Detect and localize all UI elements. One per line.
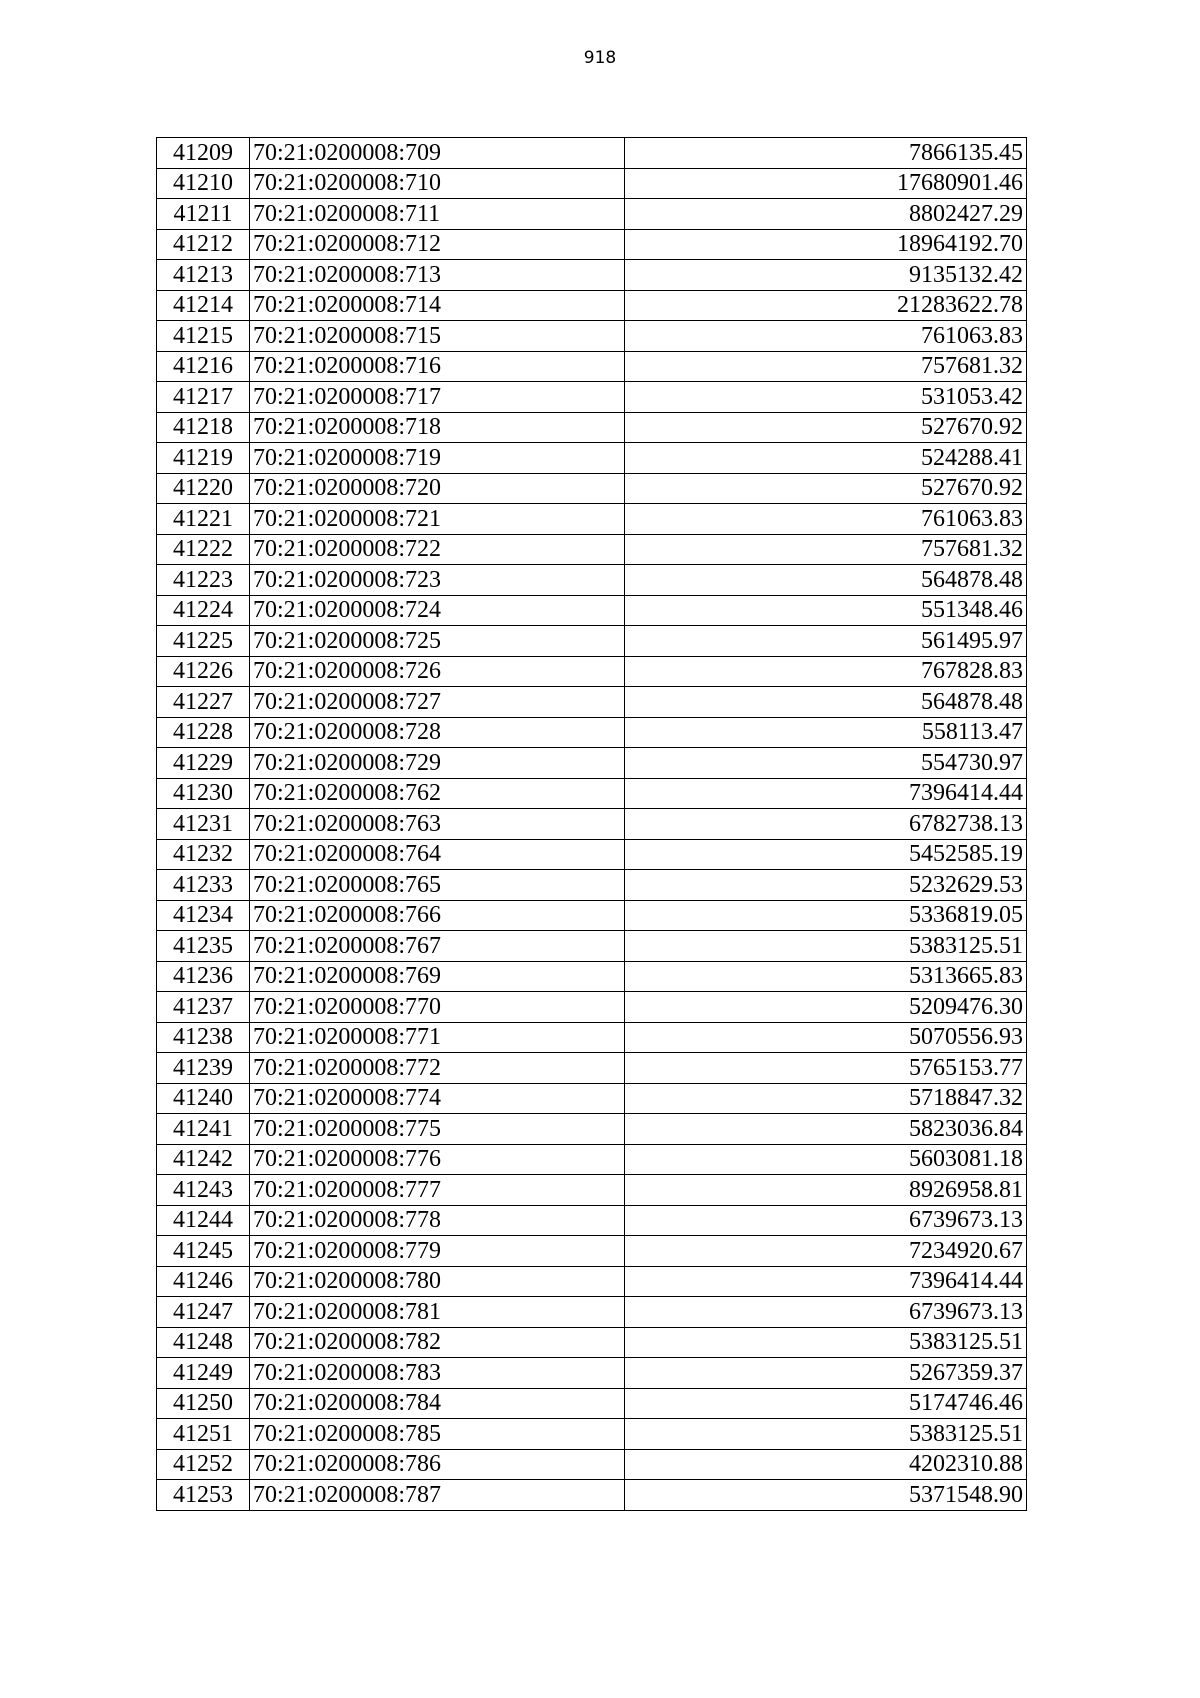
row-number-cell: 41246	[157, 1266, 250, 1297]
row-number-cell: 41213	[157, 260, 250, 291]
cadastral-number-cell: 70:21:0200008:787	[250, 1480, 625, 1511]
row-number-cell: 41244	[157, 1205, 250, 1236]
cadastral-number-cell: 70:21:0200008:712	[250, 229, 625, 260]
cadastral-value-cell: 524288.41	[625, 443, 1027, 474]
cadastral-number-cell: 70:21:0200008:728	[250, 717, 625, 748]
cadastral-value-cell: 5823036.84	[625, 1114, 1027, 1145]
row-number-cell: 41235	[157, 931, 250, 962]
cadastral-number-cell: 70:21:0200008:778	[250, 1205, 625, 1236]
row-number-cell: 41224	[157, 595, 250, 626]
table-row	[157, 1053, 1027, 1084]
cadastral-value-cell: 5383125.51	[625, 1419, 1027, 1450]
row-number-cell: 41231	[157, 809, 250, 840]
table-row	[157, 687, 1027, 718]
table-row	[157, 229, 1027, 260]
cadastral-number-cell: 70:21:0200008:716	[250, 351, 625, 382]
table-row	[157, 931, 1027, 962]
row-number-cell: 41253	[157, 1480, 250, 1511]
cadastral-value-cell: 5209476.30	[625, 992, 1027, 1023]
cadastral-value-cell: 767828.83	[625, 656, 1027, 687]
cadastral-value-cell: 5174746.46	[625, 1388, 1027, 1419]
cadastral-value-cell: 8802427.29	[625, 199, 1027, 230]
cadastral-value-cell: 8926958.81	[625, 1175, 1027, 1206]
cadastral-value-cell: 5718847.32	[625, 1083, 1027, 1114]
cadastral-number-cell: 70:21:0200008:726	[250, 656, 625, 687]
cadastral-number-cell: 70:21:0200008:727	[250, 687, 625, 718]
table-row	[157, 1327, 1027, 1358]
table-row	[157, 992, 1027, 1023]
cadastral-value-cell: 761063.83	[625, 504, 1027, 535]
cadastral-value-cell: 531053.42	[625, 382, 1027, 413]
row-number-cell: 41249	[157, 1358, 250, 1389]
cadastral-value-cell: 4202310.88	[625, 1449, 1027, 1480]
row-number-cell: 41250	[157, 1388, 250, 1419]
row-number-cell: 41225	[157, 626, 250, 657]
table-row	[157, 961, 1027, 992]
cadastral-number-cell: 70:21:0200008:710	[250, 168, 625, 199]
row-number-cell: 41223	[157, 565, 250, 596]
row-number-cell: 41240	[157, 1083, 250, 1114]
cadastral-value-cell: 5603081.18	[625, 1144, 1027, 1175]
cadastral-number-cell: 70:21:0200008:784	[250, 1388, 625, 1419]
cadastral-number-cell: 70:21:0200008:785	[250, 1419, 625, 1450]
cadastral-number-cell: 70:21:0200008:774	[250, 1083, 625, 1114]
table-row	[157, 748, 1027, 779]
table-row	[157, 565, 1027, 596]
cadastral-value-cell: 757681.32	[625, 534, 1027, 565]
table-row	[157, 443, 1027, 474]
table-row	[157, 534, 1027, 565]
table-row	[157, 412, 1027, 443]
table-row	[157, 717, 1027, 748]
cadastral-value-cell: 5765153.77	[625, 1053, 1027, 1084]
cadastral-value-cell: 5232629.53	[625, 870, 1027, 901]
row-number-cell: 41234	[157, 900, 250, 931]
cadastral-value-cell: 527670.92	[625, 473, 1027, 504]
cadastral-value-cell: 17680901.46	[625, 168, 1027, 199]
cadastral-number-cell: 70:21:0200008:781	[250, 1297, 625, 1328]
cadastral-number-cell: 70:21:0200008:719	[250, 443, 625, 474]
cadastral-value-cell: 564878.48	[625, 687, 1027, 718]
table-row	[157, 260, 1027, 291]
row-number-cell: 41228	[157, 717, 250, 748]
row-number-cell: 41237	[157, 992, 250, 1023]
page-number: 918	[583, 48, 617, 68]
cadastral-value-cell: 6782738.13	[625, 809, 1027, 840]
table-row	[157, 1205, 1027, 1236]
cadastral-number-cell: 70:21:0200008:772	[250, 1053, 625, 1084]
cadastral-value-cell: 5336819.05	[625, 900, 1027, 931]
table-row	[157, 1022, 1027, 1053]
row-number-cell: 41230	[157, 778, 250, 809]
cadastral-value-cell: 7234920.67	[625, 1236, 1027, 1267]
row-number-cell: 41212	[157, 229, 250, 260]
cadastral-number-cell: 70:21:0200008:714	[250, 290, 625, 321]
table-row	[157, 1175, 1027, 1206]
table-row	[157, 656, 1027, 687]
table-row	[157, 1144, 1027, 1175]
cadastral-number-cell: 70:21:0200008:776	[250, 1144, 625, 1175]
table-row	[157, 1236, 1027, 1267]
cadastral-number-cell: 70:21:0200008:775	[250, 1114, 625, 1145]
row-number-cell: 41226	[157, 656, 250, 687]
table-row	[157, 290, 1027, 321]
cadastral-number-cell: 70:21:0200008:724	[250, 595, 625, 626]
cadastral-value-table	[156, 137, 1027, 1511]
cadastral-number-cell: 70:21:0200008:729	[250, 748, 625, 779]
table-row	[157, 1449, 1027, 1480]
cadastral-value-cell: 6739673.13	[625, 1205, 1027, 1236]
cadastral-number-cell: 70:21:0200008:764	[250, 839, 625, 870]
table-row	[157, 626, 1027, 657]
cadastral-number-cell: 70:21:0200008:711	[250, 199, 625, 230]
cadastral-number-cell: 70:21:0200008:777	[250, 1175, 625, 1206]
row-number-cell: 41239	[157, 1053, 250, 1084]
row-number-cell: 41247	[157, 1297, 250, 1328]
table-row	[157, 504, 1027, 535]
cadastral-value-cell: 5383125.51	[625, 1327, 1027, 1358]
cadastral-value-cell: 5070556.93	[625, 1022, 1027, 1053]
table-row	[157, 1266, 1027, 1297]
row-number-cell: 41221	[157, 504, 250, 535]
cadastral-number-cell: 70:21:0200008:718	[250, 412, 625, 443]
cadastral-number-cell: 70:21:0200008:769	[250, 961, 625, 992]
cadastral-number-cell: 70:21:0200008:763	[250, 809, 625, 840]
cadastral-number-cell: 70:21:0200008:767	[250, 931, 625, 962]
row-number-cell: 41219	[157, 443, 250, 474]
table-row	[157, 900, 1027, 931]
table-row	[157, 1083, 1027, 1114]
cadastral-value-cell: 21283622.78	[625, 290, 1027, 321]
row-number-cell: 41215	[157, 321, 250, 352]
cadastral-number-cell: 70:21:0200008:717	[250, 382, 625, 413]
cadastral-number-cell: 70:21:0200008:725	[250, 626, 625, 657]
cadastral-number-cell: 70:21:0200008:786	[250, 1449, 625, 1480]
cadastral-value-cell: 561495.97	[625, 626, 1027, 657]
cadastral-value-cell: 527670.92	[625, 412, 1027, 443]
table-row	[157, 168, 1027, 199]
cadastral-value-cell: 551348.46	[625, 595, 1027, 626]
cadastral-number-cell: 70:21:0200008:780	[250, 1266, 625, 1297]
row-number-cell: 41238	[157, 1022, 250, 1053]
cadastral-number-cell: 70:21:0200008:723	[250, 565, 625, 596]
cadastral-number-cell: 70:21:0200008:721	[250, 504, 625, 535]
table-row	[157, 351, 1027, 382]
cadastral-number-cell: 70:21:0200008:765	[250, 870, 625, 901]
table-row	[157, 595, 1027, 626]
row-number-cell: 41251	[157, 1419, 250, 1450]
table-row	[157, 1358, 1027, 1389]
row-number-cell: 41209	[157, 138, 250, 169]
cadastral-number-cell: 70:21:0200008:783	[250, 1358, 625, 1389]
cadastral-value-cell: 558113.47	[625, 717, 1027, 748]
cadastral-value-cell: 5452585.19	[625, 839, 1027, 870]
cadastral-number-cell: 70:21:0200008:722	[250, 534, 625, 565]
cadastral-value-cell: 554730.97	[625, 748, 1027, 779]
cadastral-number-cell: 70:21:0200008:770	[250, 992, 625, 1023]
cadastral-value-cell: 7396414.44	[625, 778, 1027, 809]
row-number-cell: 41233	[157, 870, 250, 901]
table-row	[157, 778, 1027, 809]
table-row	[157, 1388, 1027, 1419]
cadastral-number-cell: 70:21:0200008:779	[250, 1236, 625, 1267]
cadastral-value-cell: 5371548.90	[625, 1480, 1027, 1511]
table-row	[157, 1114, 1027, 1145]
table-row	[157, 1297, 1027, 1328]
cadastral-value-cell: 757681.32	[625, 351, 1027, 382]
row-number-cell: 41252	[157, 1449, 250, 1480]
table-row	[157, 199, 1027, 230]
cadastral-value-cell: 6739673.13	[625, 1297, 1027, 1328]
row-number-cell: 41227	[157, 687, 250, 718]
cadastral-number-cell: 70:21:0200008:715	[250, 321, 625, 352]
cadastral-number-cell: 70:21:0200008:709	[250, 138, 625, 169]
row-number-cell: 41245	[157, 1236, 250, 1267]
cadastral-number-cell: 70:21:0200008:782	[250, 1327, 625, 1358]
cadastral-number-cell: 70:21:0200008:766	[250, 900, 625, 931]
table-row	[157, 1419, 1027, 1450]
cadastral-value-cell: 9135132.42	[625, 260, 1027, 291]
cadastral-number-cell: 70:21:0200008:762	[250, 778, 625, 809]
row-number-cell: 41236	[157, 961, 250, 992]
cadastral-value-cell: 761063.83	[625, 321, 1027, 352]
cadastral-value-cell: 5267359.37	[625, 1358, 1027, 1389]
row-number-cell: 41218	[157, 412, 250, 443]
row-number-cell: 41248	[157, 1327, 250, 1358]
row-number-cell: 41216	[157, 351, 250, 382]
cadastral-value-cell: 18964192.70	[625, 229, 1027, 260]
cadastral-value-cell: 7866135.45	[625, 138, 1027, 169]
cadastral-value-cell: 7396414.44	[625, 1266, 1027, 1297]
table-row	[157, 382, 1027, 413]
row-number-cell: 41217	[157, 382, 250, 413]
cadastral-number-cell: 70:21:0200008:713	[250, 260, 625, 291]
row-number-cell: 41214	[157, 290, 250, 321]
cadastral-value-cell: 5383125.51	[625, 931, 1027, 962]
row-number-cell: 41242	[157, 1144, 250, 1175]
table-row	[157, 138, 1027, 169]
table-row	[157, 870, 1027, 901]
table-row	[157, 1480, 1027, 1511]
cadastral-number-cell: 70:21:0200008:720	[250, 473, 625, 504]
table-row	[157, 839, 1027, 870]
table-row	[157, 321, 1027, 352]
cadastral-number-cell: 70:21:0200008:771	[250, 1022, 625, 1053]
table-row	[157, 809, 1027, 840]
row-number-cell: 41241	[157, 1114, 250, 1145]
row-number-cell: 41232	[157, 839, 250, 870]
table-row	[157, 473, 1027, 504]
cadastral-value-cell: 564878.48	[625, 565, 1027, 596]
row-number-cell: 41222	[157, 534, 250, 565]
cadastral-value-cell: 5313665.83	[625, 961, 1027, 992]
row-number-cell: 41243	[157, 1175, 250, 1206]
table-body	[157, 138, 1027, 1511]
row-number-cell: 41210	[157, 168, 250, 199]
row-number-cell: 41229	[157, 748, 250, 779]
row-number-cell: 41211	[157, 199, 250, 230]
row-number-cell: 41220	[157, 473, 250, 504]
